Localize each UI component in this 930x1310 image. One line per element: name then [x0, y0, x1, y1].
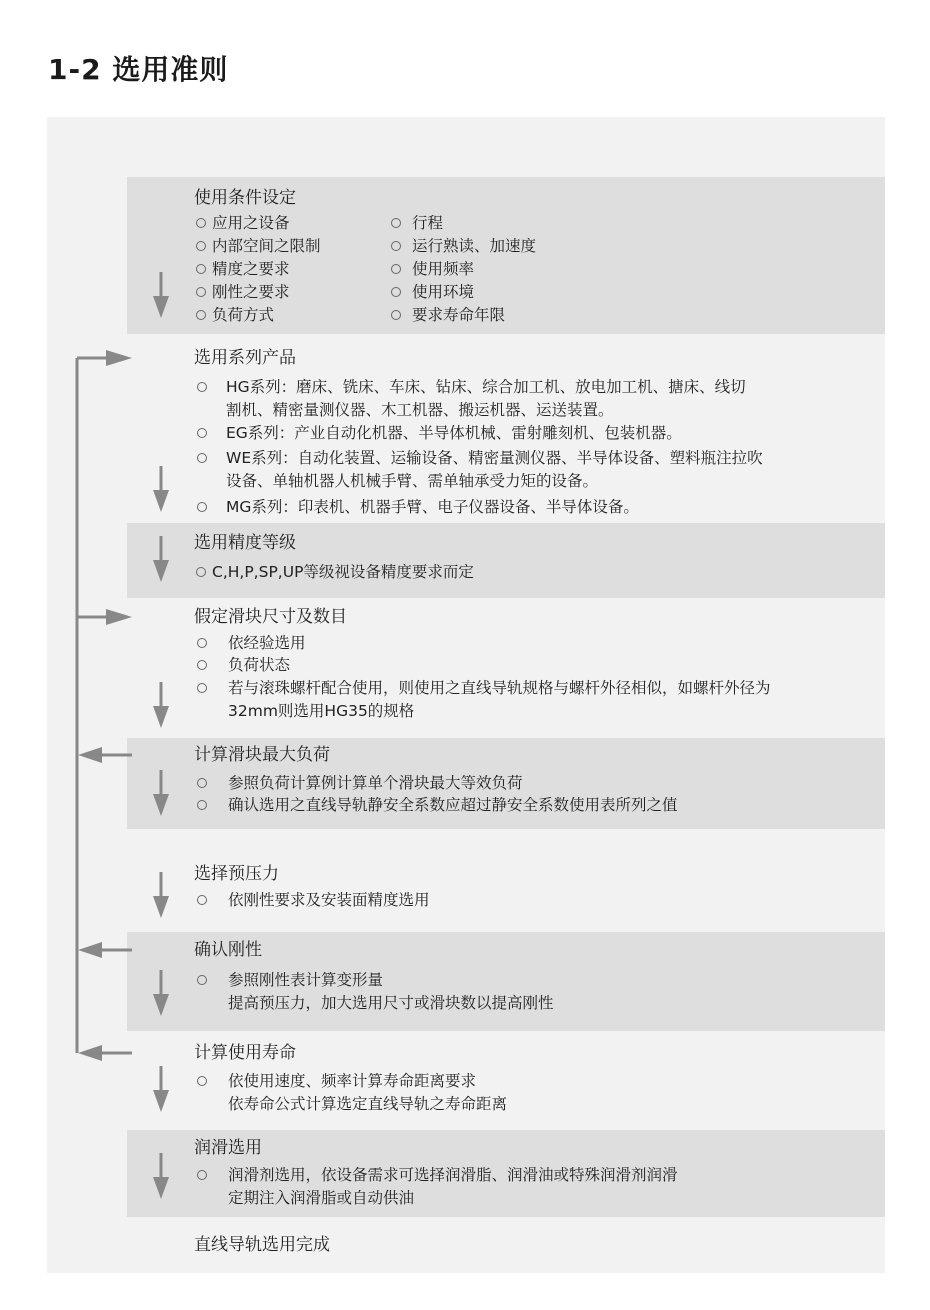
bullet-icon	[196, 287, 206, 297]
down-arrow	[153, 272, 169, 318]
condition-item: 应用之设备	[212, 214, 290, 232]
bullet-icon	[197, 975, 207, 985]
bullet-icon	[197, 1170, 207, 1180]
condition-item: 行程	[412, 214, 444, 232]
series-item: HG系列：磨床、铣床、车床、钻床、综合加工机、放电加工机、搪床、线切	[226, 378, 746, 396]
down-arrow	[153, 970, 169, 1016]
block-item: 32mm则选用HG35的规格	[228, 702, 415, 720]
life-item: 依使用速度、频率计算寿命距离要求	[228, 1072, 477, 1090]
rigidity-item: 参照刚性表计算变形量	[228, 971, 384, 989]
condition-item: 要求寿命年限	[412, 306, 506, 324]
condition-item: 精度之要求	[212, 260, 290, 278]
lubrication-item: 润滑剂选用，依设备需求可选择润滑脂、润滑油或特殊润滑剂润滑	[228, 1166, 678, 1184]
bullet-icon	[196, 218, 206, 228]
load-item: 确认选用之直线导轨静安全系数应超过静安全系数使用表所列之值	[228, 796, 678, 814]
block-item: 负荷状态	[228, 656, 291, 674]
step-title-accuracy-grade: 选用精度等级	[194, 533, 296, 553]
bullet-icon	[197, 382, 207, 392]
step-title-service-life: 计算使用寿命	[194, 1043, 296, 1063]
feedback-loop	[77, 350, 132, 1061]
step-title-rigidity: 确认刚性	[194, 940, 262, 960]
down-arrow	[153, 466, 169, 512]
bullet-icon	[197, 800, 207, 810]
step-title-usage-conditions: 使用条件设定	[194, 188, 296, 208]
bullet-icon	[197, 895, 207, 905]
bullet-icon	[391, 264, 401, 274]
bullet-icon	[391, 218, 401, 228]
bullet-icon	[197, 778, 207, 788]
preload-item: 依刚性要求及安装面精度选用	[228, 891, 430, 909]
condition-item: 刚性之要求	[212, 283, 290, 301]
page-title: 1-2 选用准则	[48, 53, 229, 86]
bullet-icon	[197, 1076, 207, 1086]
bullet-icon	[197, 428, 207, 438]
life-item: 依寿命公式计算选定直线导轨之寿命距离	[228, 1095, 508, 1113]
series-item: 割机、精密量测仪器、木工机器、搬运机器、运送装置。	[226, 401, 614, 419]
bullet-icon	[196, 310, 206, 320]
down-arrow	[153, 1153, 169, 1199]
lubrication-item: 定期注入润滑脂或自动供油	[228, 1189, 415, 1207]
step-title-lubrication: 润滑选用	[194, 1138, 262, 1158]
bullet-icon	[391, 310, 401, 320]
bullet-icon	[197, 638, 207, 648]
down-arrow	[153, 1066, 169, 1112]
bullet-icon	[197, 502, 207, 512]
down-arrow	[153, 682, 169, 728]
bullet-icon	[197, 660, 207, 670]
block-item: 依经验选用	[228, 634, 306, 652]
condition-item: 使用频率	[412, 260, 475, 278]
condition-item: 内部空间之限制	[212, 237, 321, 255]
step-title-complete: 直线导轨选用完成	[194, 1235, 330, 1255]
down-arrow	[153, 536, 169, 582]
rigidity-item: 提高预压力，加大选用尺寸或滑块数以提高刚性	[228, 994, 554, 1012]
step-title-block-size: 假定滑块尺寸及数目	[194, 607, 347, 627]
bullet-icon	[391, 241, 401, 251]
accuracy-item: C,H,P,SP,UP等级视设备精度要求而定	[212, 563, 474, 581]
bullet-icon	[196, 264, 206, 274]
down-arrow	[153, 770, 169, 816]
series-item: EG系列：产业自动化机器、半导体机械、雷射雕刻机、包装机器。	[226, 424, 682, 442]
series-item: 设备、单轴机器人机械手臂、需单轴承受力矩的设备。	[226, 472, 599, 490]
bullet-icon	[196, 241, 206, 251]
block-item: 若与滚珠螺杆配合使用，则使用之直线导轨规格与螺杆外径相似，如螺杆外径为	[228, 679, 771, 697]
bullet-icon	[197, 683, 207, 693]
step-title-preload: 选择预压力	[194, 864, 279, 884]
down-arrow	[153, 872, 169, 918]
condition-item: 使用环境	[412, 283, 475, 301]
step-title-max-load: 计算滑块最大负荷	[194, 745, 330, 765]
series-item: MG系列：印表机、机器手臂、电子仪器设备、半导体设备。	[226, 498, 639, 516]
bullet-icon	[197, 453, 207, 463]
condition-item: 负荷方式	[212, 306, 275, 324]
bullet-icon	[391, 287, 401, 297]
bullet-icon	[196, 567, 206, 577]
step-title-series-selection: 选用系列产品	[194, 348, 296, 368]
load-item: 参照负荷计算例计算单个滑块最大等效负荷	[228, 774, 523, 792]
series-item: WE系列：自动化装置、运输设备、精密量测仪器、半导体设备、塑料瓶注拉吹	[226, 449, 763, 467]
condition-item: 运行熟读、加速度	[412, 237, 537, 255]
